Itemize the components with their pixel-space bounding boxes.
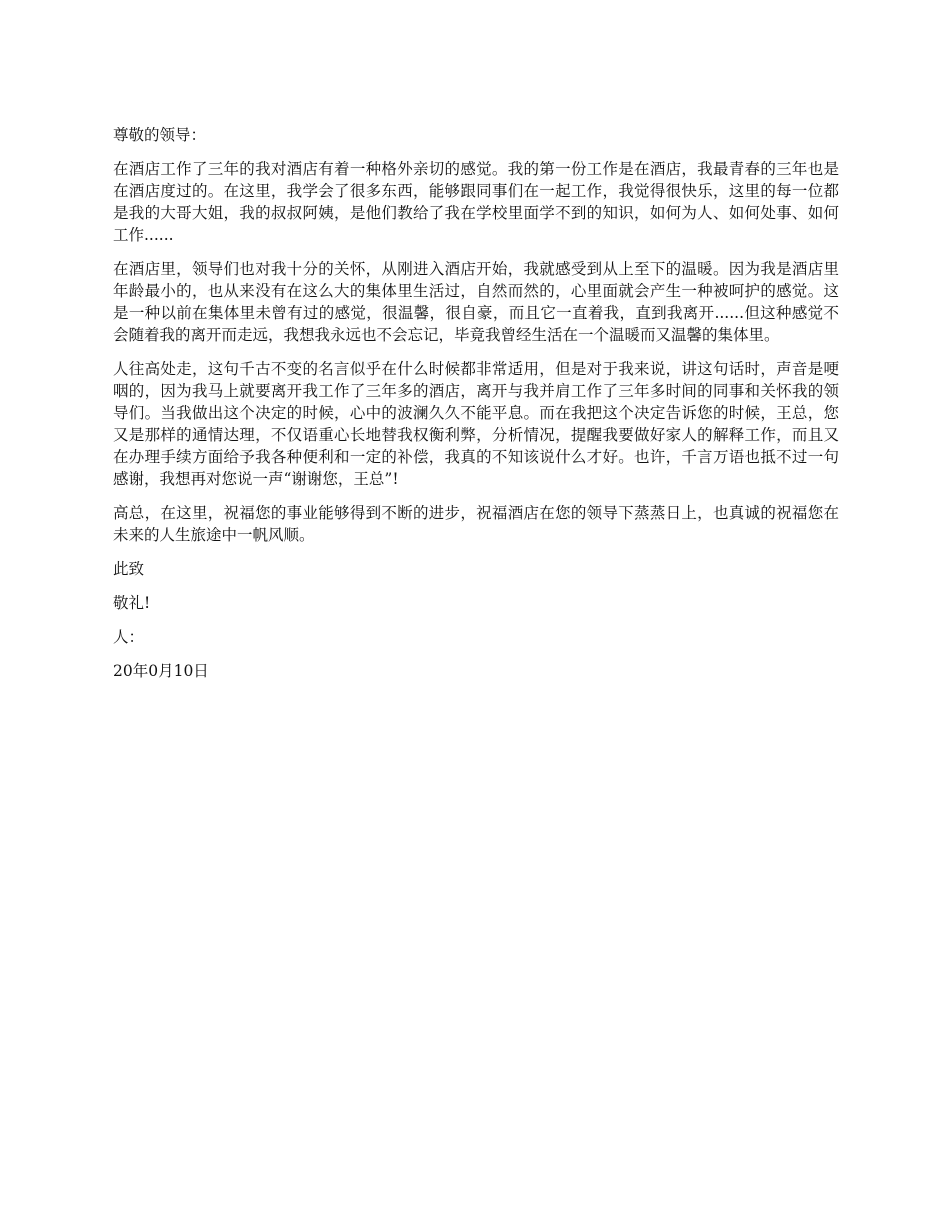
date: 20年0月10日 xyxy=(113,662,209,680)
paragraph-2: 在酒店里，领导们也对我十分的关怀，从刚进入酒店开始，我就感受到从上至下的温暖。因为我是酒店里年龄最小的，也从来没有在这么大的集体里生活过，自然而然的，心里面就会产生一种被呵护的感觉。这是一种以前在集体里未曾有过的感觉，很温馨，很自豪，而且它一直着我，直到我离开......但这种感觉不会随着我的离开而走远，我想我永远也不会忘记，毕竟我曾经生活在一个温暖而又温馨的集体里。 xyxy=(113,260,839,344)
salutation: 尊敬的领导： xyxy=(113,126,207,144)
paragraph-1: 在酒店工作了三年的我对酒店有着一种格外亲切的感觉。我的第一份工作是在酒店，我最青春的三年也是在酒店度过的。在这里，我学会了很多东西，能够跟同事们在一起工作，我觉得很快乐，这里的每一位都是我的大哥大姐，我的叔叔阿姨，是他们教给了我在学校里面学不到的知识，如何为人、如何处事、如何工作...... xyxy=(113,160,839,244)
letter-document xyxy=(113,124,839,694)
paragraph-4: 高总，在这里，祝福您的事业能够得到不断的进步，祝福酒店在您的领导下蒸蒸日上，也真诚的祝福您在未来的人生旅途中一帆风顺。 xyxy=(113,504,839,544)
closing: 此致 xyxy=(113,560,145,578)
paragraph-3: 人往高处走，这句千古不变的名言似乎在什么时候都非常适用，但是对于我来说，讲这句话时，声音是哽咽的，因为我马上就要离开我工作了三年多的酒店，离开与我并肩工作了三年多时间的同事和关怀我的领导们。当我做出这个决定的时候，心中的波澜久久不能平息。而在我把这个决定告诉您的时候，王总，您又是那样的通情达理，不仅语重心长地替我权衡利弊，分析情况，提醒我要做好家人的解释工作，而且又在办理手续方面给予我各种便利和一定的补偿，我真的不知该说什么才好。也许，千言万语也抵不过一句感谢，我想再对您说一声“谢谢您，王总”! xyxy=(113,360,839,488)
signer: 人： xyxy=(113,628,145,646)
regards: 敬礼! xyxy=(113,594,151,612)
